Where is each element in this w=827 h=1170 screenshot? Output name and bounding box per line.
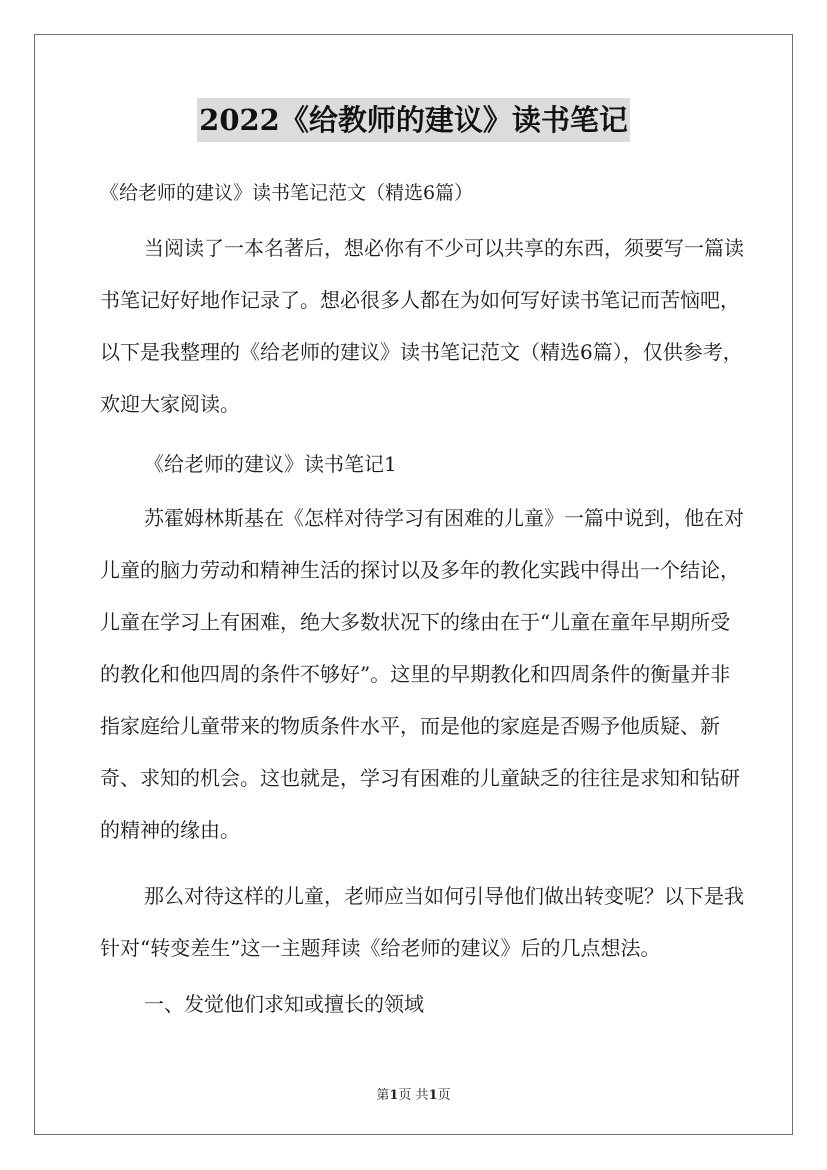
section-heading-1: 《给老师的建议》读书笔记1 [144,452,397,476]
page-footer [0,1084,827,1103]
document-title-wrapper [0,98,827,142]
section-heading-2: 一、发觉他们求知或擅长的领域 [144,992,424,1016]
footer-prefix: 第 [376,1088,390,1103]
footer-mid: 页 共 [398,1088,429,1103]
body-paragraph-2: 那么对待这样的儿童，老师应当如何引导他们做出转变呢？以下是我针对“转变差生”这一主题拜读《给老师的建议》后的几点想法。 [100,884,744,960]
footer-suffix: 页 [437,1088,451,1103]
footer-page-current: 1 [389,1088,399,1103]
intro-paragraph: 当阅读了一本名著后，想必你有不少可以共享的东西，须要写一篇读书笔记好好地作记录了。想必很多人都在为如何写好读书笔记而苦恼吧，以下是我整理的《给老师的建议》读书笔记范文（精选6篇），仅供参考，欢迎大家阅读。 [100,236,744,416]
document-subtitle: 《给老师的建议》读书笔记范文（精选6篇） [100,182,474,204]
footer-page-total: 1 [428,1088,438,1103]
body-paragraph-1: 苏霍姆林斯基在《怎样对待学习有困难的儿童》一篇中说到，他在对儿童的脑力劳动和精神生活的探讨以及多年的教化实践中得出一个结论，儿童在学习上有困难，绝大多数状况下的缘由在于“儿童在童年早期所受的教化和他四周的条件不够好”。这里的早期教化和四周条件的衡量并非指家庭给儿童带来的物质条件水平，而是他的家庭是否赐予他质疑、新奇、求知的机会。这也就是，学习有困难的儿童缺乏的往往是求知和钻研的精神的缘由。 [100,506,744,842]
document-title: 2022《给教师的建议》读书笔记 [197,98,630,142]
